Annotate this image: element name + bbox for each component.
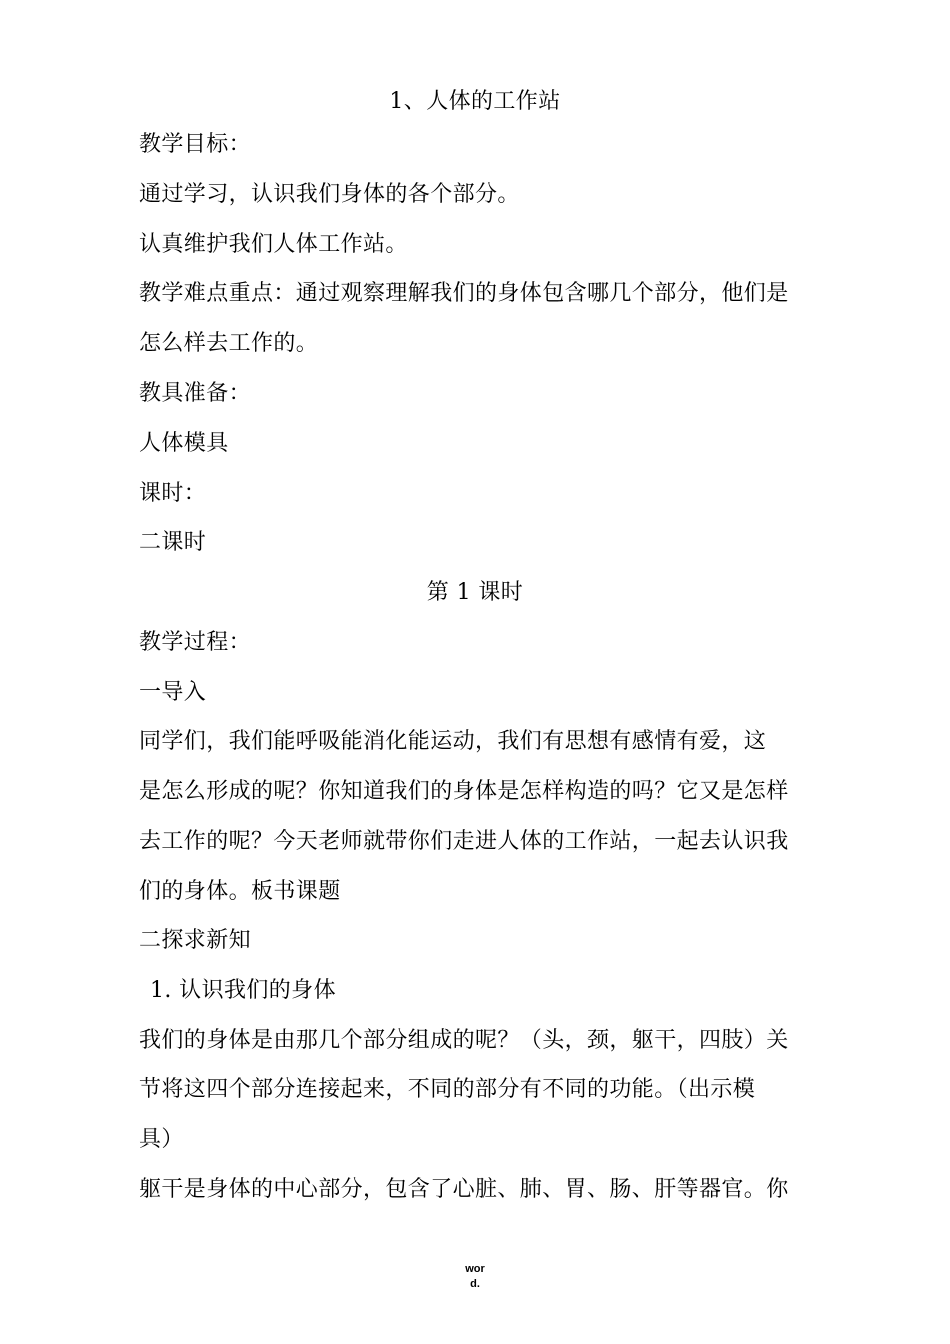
heading-class-hours: 课时：: [139, 481, 207, 506]
paragraph-line: 通过学习，认识我们身体的各个部分。: [139, 182, 520, 207]
document-title: 1、人体的工作站: [389, 89, 561, 114]
footer-text: d.: [470, 1278, 480, 1290]
paragraph-line: 人体模具: [139, 431, 229, 456]
paragraph-line: 躯干是身体的中心部分，包含了心脏、肺、胃、肠、肝等器官。你: [139, 1177, 789, 1202]
heading-teaching-aids: 教具准备：: [139, 381, 252, 406]
paragraph-line: 们的身体。板书课题: [139, 879, 341, 904]
heading-teaching-process: 教学过程：: [139, 630, 252, 655]
paragraph-line: 去工作的呢？今天老师就带你们走进人体的工作站，一起去认识我: [139, 829, 789, 854]
paragraph-line: 怎么样去工作的。: [139, 331, 319, 356]
section-heading: 二探求新知: [139, 928, 252, 953]
heading-teaching-goals: 教学目标：: [139, 132, 252, 157]
paragraph-line: 节将这四个部分连接起来，不同的部分有不同的功能。（出示模: [139, 1077, 756, 1102]
subsection-heading: 1. 认识我们的身体: [150, 978, 336, 1003]
paragraph-line: 是怎么形成的呢？你知道我们的身体是怎样构造的吗？它又是怎样: [139, 779, 789, 804]
section-heading: 一导入: [139, 680, 207, 705]
paragraph-line: 教学难点重点：通过观察理解我们的身体包含哪几个部分，他们是: [139, 281, 789, 306]
paragraph-line: 具）: [139, 1127, 184, 1152]
footer-text: wor: [465, 1263, 485, 1275]
paragraph-line: 同学们，我们能呼吸能消化能运动，我们有思想有感情有爱，这: [139, 729, 767, 754]
paragraph-line: 二课时: [139, 530, 207, 555]
lesson-heading: 第 1 课时: [426, 580, 524, 605]
paragraph-line: 我们的身体是由那几个部分组成的呢？（头，颈，躯干，四肢）关: [139, 1028, 789, 1053]
paragraph-line: 认真维护我们人体工作站。: [139, 232, 408, 257]
